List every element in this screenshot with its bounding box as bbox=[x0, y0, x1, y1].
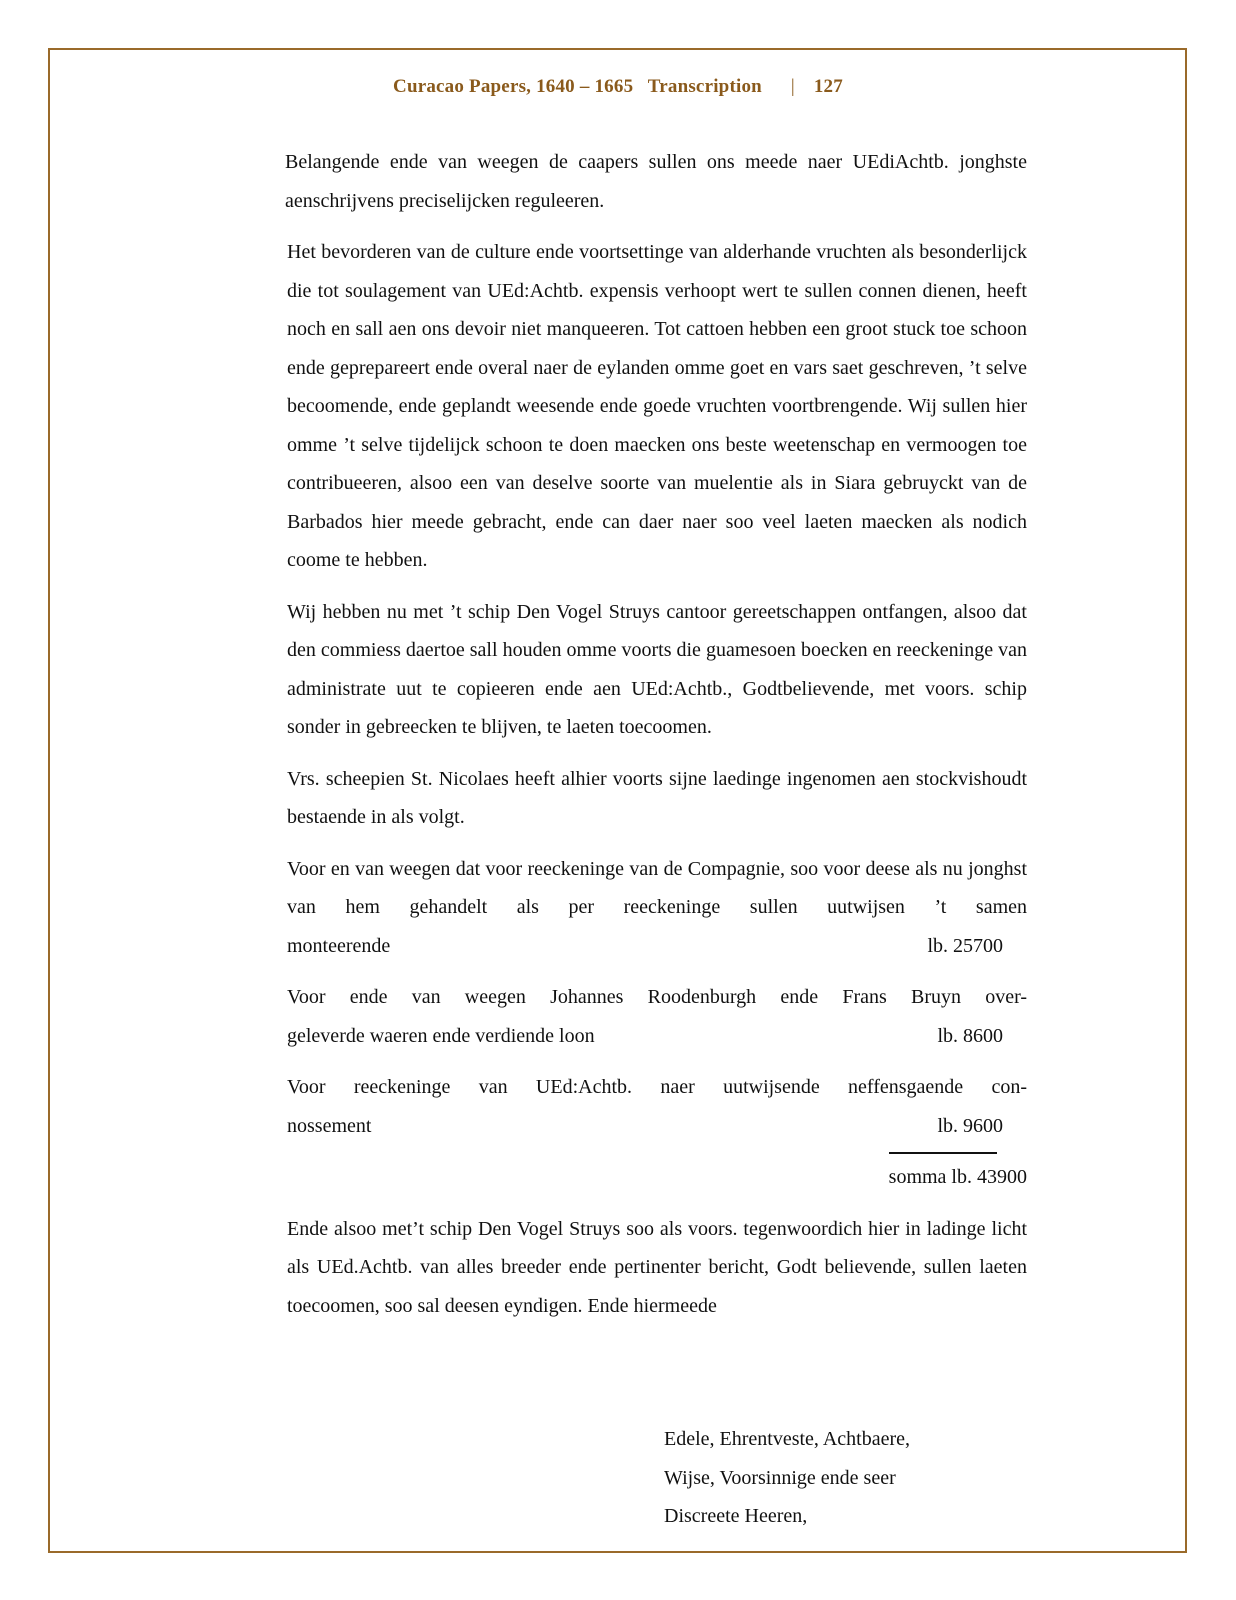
ledger-entry-text-end: nossement bbox=[287, 1114, 372, 1137]
closing-salutation bbox=[664, 1420, 910, 1536]
ledger-amount: lb. 9600 bbox=[937, 1114, 1003, 1137]
paragraph: Wij hebben nu met ’t schip Den Vogel Struys cantoor gereetschappen ontfangen, alsoo dat den commiess daertoe sall houden omme voorts die guamesoen boecken en reeckeninge van administrate uut te copieeren ende aen UEd:Achtb., Godtbelievende, met voors. schip sonder in gebreecken te blijven, te laeten toecoomen. bbox=[287, 600, 1027, 738]
ledger-amount: lb. 25700 bbox=[927, 934, 1003, 957]
ledger-entry-text-end: geleverde waeren ende verdiende loon bbox=[287, 1024, 595, 1047]
ledger-entry-text-end: monteerende bbox=[287, 934, 391, 957]
ledger-entry-last-line bbox=[287, 1107, 1027, 1146]
ledger-amount: lb. 8600 bbox=[937, 1024, 1003, 1047]
ledger-entry-last-line bbox=[287, 927, 1027, 966]
closing-line: Discreete Heeren, bbox=[664, 1505, 808, 1527]
paragraph: Belangende ende van weegen de caapers sullen ons meede naer UEdiAchtb. jonghste aenschrijvens preciselijcken reguleeren. bbox=[285, 151, 1027, 212]
header-title: Curacao Papers, 1640 – 1665 Transcription bbox=[393, 76, 762, 97]
final-paragraph: Ende alsoo met’t schip Den Vogel Struys soo als voors. tegenwoordich hier in ladinge licht als UEd.Achtb. van alles breeder ende pertinenter bericht, Godt believende, sullen laeten toecoomen, soo sal deesen eyndigen. Ende hiermeede bbox=[287, 1217, 1027, 1317]
running-header bbox=[0, 76, 1236, 98]
ledger-entry bbox=[287, 850, 1027, 966]
ledger-entry-text: Voor en van weegen dat voor reeckeninge van de Compagnie, soo voor deese als nu jonghst van hem gehandelt als per reeckeninge sullen uutwijsen ’t samen bbox=[287, 857, 1027, 918]
ledger-entry bbox=[287, 1068, 1027, 1145]
ledger-entry-text: Voor reeckeninge van UEd:Achtb. naer uutwijsende neffensgaende con- bbox=[287, 1076, 1027, 1098]
closing-line: Edele, Ehrentveste, Achtbaere, bbox=[664, 1428, 910, 1450]
ledger-entry-text: Voor ende van weegen Johannes Roodenburgh ende Frans Bruyn over- bbox=[287, 986, 1027, 1008]
ledger-entry-last-line bbox=[287, 1017, 1027, 1056]
page-number: 127 bbox=[813, 76, 843, 97]
document-body bbox=[287, 143, 1027, 1338]
closing-line: Wijse, Voorsinnige ende seer bbox=[664, 1466, 896, 1489]
paragraph: Het bevorderen van de culture ende voortsettinge van alderhande vruchten als besonderlijck die tot soulagement van UEd:Achtb. expensis verhoopt wert te sullen connen dienen, heeft noch en sall aen ons devoir niet manqueeren. Tot cattoen hebben een groot stuck toe schoon ende geprepareert ende overal naer de eylanden omme goet en vars saet geschreven, ’t selve becoomende, ende geplandt weesende ende goede vruchten voortbrengende. Wij sullen hier omme ’t selve tijdelijck schoon te doen maecken ons beste weetenschap en vermoogen toe contribueeren, alsoo een van deselve soorte van muelentie als in Siara gebruyckt van de Barbados hier meede gebracht, ende can daer naer soo veel laeten maecken als nodich coome te hebben. bbox=[287, 241, 1027, 571]
ledger-entry bbox=[287, 978, 1027, 1055]
sum-divider-line bbox=[889, 1152, 997, 1154]
header-separator: | bbox=[790, 76, 795, 97]
paragraph: Vrs. scheepien St. Nicolaes heeft alhier voorts sijne laedinge ingenomen aen stockvishoudt bestaende in als volgt. bbox=[287, 767, 1027, 828]
sum-divider bbox=[287, 1152, 1027, 1156]
sum-total: somma lb. 43900 bbox=[888, 1166, 1027, 1188]
